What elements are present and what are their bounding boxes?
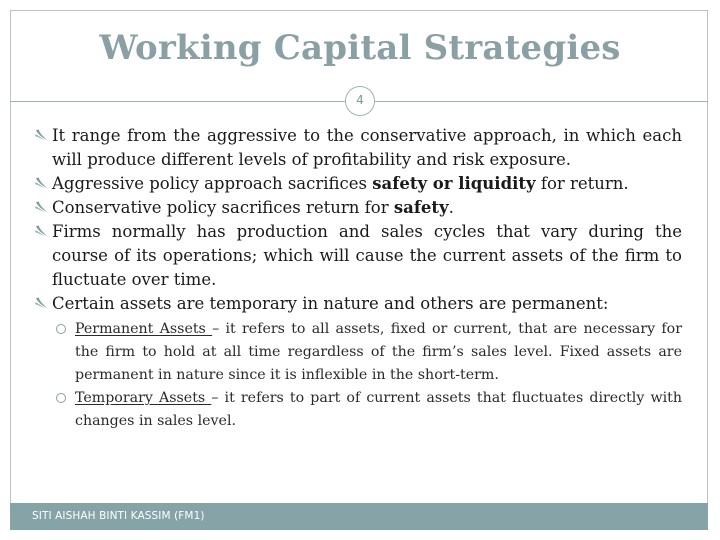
slide-title: Working Capital Strategies	[99, 28, 621, 68]
sub-bullet-text: – it refers to part of current assets that fluctuates directly with changes in sales level.	[75, 390, 683, 429]
bullet-item	[34, 172, 682, 196]
bullet-text: Conservative policy sacrifices return for	[52, 198, 394, 217]
bullet-marker-icon	[34, 223, 49, 239]
sub-bullet-term: Permanent Assets	[75, 321, 213, 337]
bullet-item	[34, 292, 682, 316]
circle-bullet-icon	[56, 324, 66, 334]
bullet-text: Certain assets are temporary in nature and others are permanent:	[52, 294, 609, 313]
bullet-item	[34, 220, 682, 292]
bullet-marker-icon	[34, 199, 49, 215]
bullet-text: Aggressive policy approach sacrifices	[52, 174, 373, 193]
bullet-emphasis: safety	[393, 198, 449, 217]
sub-bullet-text: – it refers to all assets, fixed or current, that are necessary for the firm to hold at all time regardless of the firm’s sales level. Fixed assets are permanent in nature since it is inflexible in the short-term.	[75, 321, 682, 383]
circle-bullet-icon	[56, 393, 66, 403]
sub-bullet-list	[34, 318, 682, 433]
sub-bullet-item	[56, 318, 682, 387]
sub-bullet-term: Temporary Assets	[75, 390, 212, 406]
bullet-item	[34, 196, 682, 220]
page-number-badge: 4	[345, 86, 375, 116]
sub-bullet-item	[56, 387, 682, 433]
bullet-marker-icon	[34, 295, 49, 311]
footer-author: SITI AISHAH BINTI KASSIM (FM1)	[32, 510, 205, 522]
bullet-marker-icon	[34, 175, 49, 191]
bullet-emphasis: safety or liquidity	[372, 174, 536, 193]
bullet-marker-icon	[34, 127, 49, 143]
bullet-text: .	[448, 198, 454, 217]
bullet-text: Firms normally has production and sales cycles that vary during the course of its operations; which will cause the current assets of the firm to fluctuate over time.	[52, 222, 682, 289]
footer-bar	[10, 503, 708, 530]
bullet-text: for return.	[535, 174, 629, 193]
bullet-text: It range from the aggressive to the conservative approach, in which each will produce different levels of profitability and risk exposure.	[52, 126, 682, 169]
bullet-item	[34, 124, 682, 172]
slide-content	[34, 124, 682, 433]
